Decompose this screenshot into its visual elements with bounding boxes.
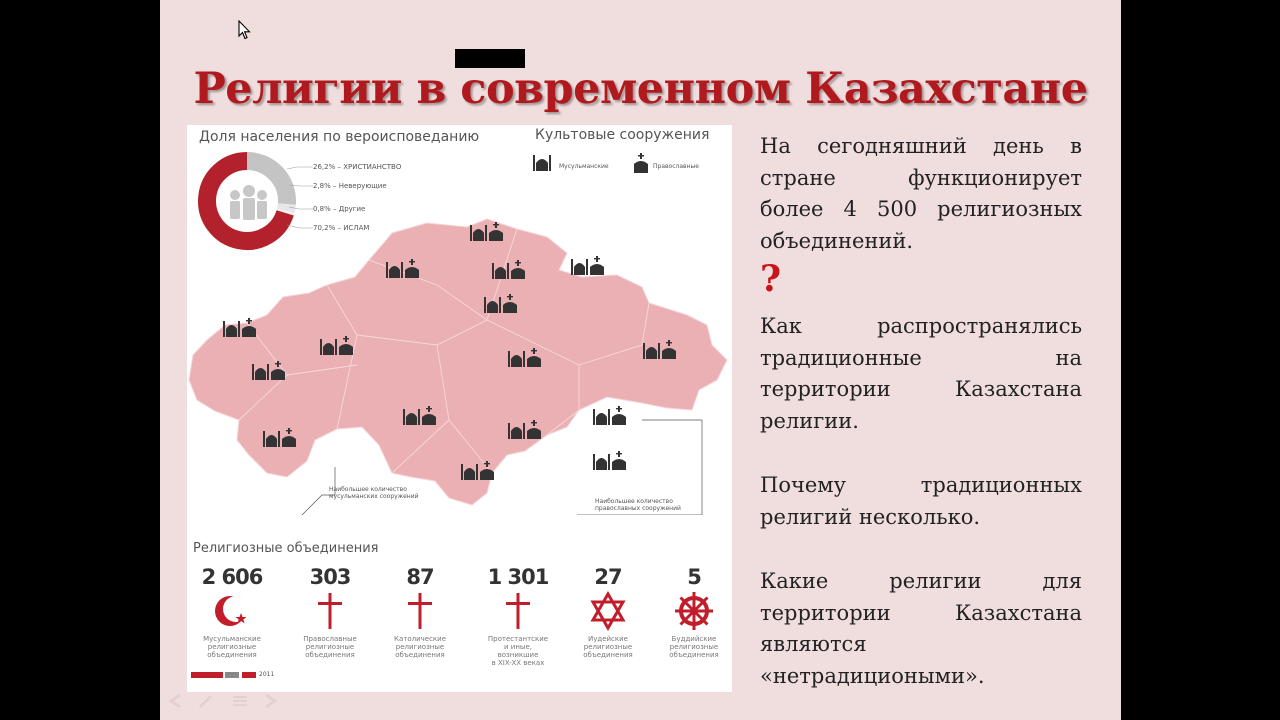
star-of-david-icon xyxy=(588,591,628,631)
association-count: 87 xyxy=(406,565,434,589)
presentation-slide xyxy=(160,0,1121,720)
association-caption: Католические религиозные объединения xyxy=(393,635,447,659)
share-label-nonbelievers: 2,8% – Неверующие xyxy=(313,182,387,190)
association-caption: Иудейские религиозные объединения xyxy=(583,635,633,659)
mouse-cursor-icon xyxy=(238,20,252,40)
mosque-church-map-icon xyxy=(469,221,505,241)
buildings-heading: Культовые сооружения xyxy=(535,127,710,143)
question-1: Как распространялись традиционные на территории Казахстана религии. xyxy=(760,314,1082,433)
donut-slice xyxy=(247,161,287,204)
share-label-islam: 70,2% – ИСЛАМ xyxy=(313,224,370,232)
mosque-church-map-icon xyxy=(222,317,258,337)
mosque-church-map-icon xyxy=(402,405,438,425)
footer-logo-bar xyxy=(191,672,223,678)
mosque-church-map-icon xyxy=(642,339,678,359)
orthodox-church-legend-icon xyxy=(631,153,651,173)
mosque-church-map-icon xyxy=(507,419,543,439)
share-label-christianity: 26,2% – ХРИСТИАНСТВО xyxy=(313,163,402,171)
mosque-church-map-icon xyxy=(319,335,355,355)
association-count: 303 xyxy=(309,565,351,589)
legend-orthodox-label: Православные xyxy=(653,163,699,170)
nav-pen-icon[interactable] xyxy=(196,692,216,710)
slide-title: Религии в современном Казахстане xyxy=(193,64,1088,114)
mosque-church-map-icon xyxy=(251,360,287,380)
cross-icon xyxy=(400,591,440,631)
cross-icon xyxy=(310,591,350,631)
association-count: 2 606 xyxy=(201,565,263,589)
dharma-wheel-icon xyxy=(674,591,714,631)
question-2: Почему традиционных религий несколько. xyxy=(760,473,1082,529)
intro-paragraph: На сегодняшний день в стране функционирует более 4 500 религиозных объединений. xyxy=(760,134,1082,253)
mosque-church-map-icon xyxy=(460,460,496,480)
footer-logo-mark xyxy=(225,672,239,678)
association-caption: Мусульманские религиозные объединения xyxy=(203,635,261,659)
nav-forward-icon[interactable] xyxy=(260,692,280,710)
association-count: 1 301 xyxy=(487,565,549,589)
share-label-others: 0,8% – Другие xyxy=(313,205,366,213)
donut-slice xyxy=(285,211,286,213)
question-mark: ? xyxy=(760,258,782,300)
question-3: Какие религии для территории Казахстана являются «нетрадициоными». xyxy=(760,569,1082,688)
population-heading: Доля населения по вероисповеданию xyxy=(199,129,480,145)
mosque-church-map-icon xyxy=(570,255,606,275)
association-caption: Православные религиозные объединения xyxy=(303,635,357,659)
association-caption: Протестантские и иные, возникшие в XIX-XX веках xyxy=(487,635,549,667)
footer-year: 2011 xyxy=(259,671,275,678)
mosque-legend-icon xyxy=(531,151,553,171)
callout-most-orthodox: Наибольшее количество православных сооружений xyxy=(595,498,681,512)
cross-icon xyxy=(498,591,538,631)
crescent-star-icon xyxy=(212,591,252,631)
nav-back-icon[interactable] xyxy=(166,692,186,710)
legend-mosques-label: Мусульманские xyxy=(559,163,609,170)
mosque-church-map-icon xyxy=(592,450,628,470)
association-caption: Буддийские религиозные объединения xyxy=(669,635,719,659)
callout-most-mosques: Наибольшее количество мусульманских сооружений xyxy=(329,486,419,500)
nav-menu-icon[interactable] xyxy=(230,692,250,710)
mosque-church-map-icon xyxy=(483,293,519,313)
associations-heading: Религиозные объединения xyxy=(193,541,379,556)
association-count: 5 xyxy=(687,565,701,589)
footer-logo-mark-2 xyxy=(242,672,256,678)
infographic xyxy=(187,125,732,692)
mosque-church-map-icon xyxy=(507,347,543,367)
mosque-church-map-icon xyxy=(385,258,421,278)
mosque-church-map-icon xyxy=(262,427,298,447)
mosque-church-map-icon xyxy=(491,259,527,279)
association-count: 27 xyxy=(594,565,622,589)
mosque-church-map-icon xyxy=(592,405,628,425)
